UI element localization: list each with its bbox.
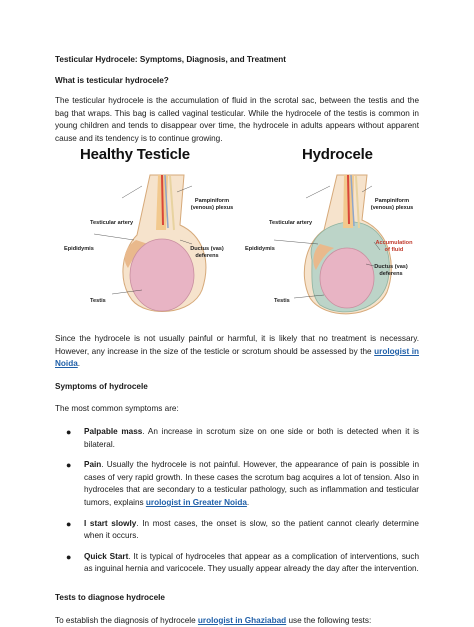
label-ductus-left: Ductus (vas) deferens <box>190 246 224 259</box>
treatment-text: Since the hydrocele is not usually painful or harmful, it is likely that no treatment is necessary. However, any increase in the size of the testicle or scrotum should be assessed by the <box>55 334 419 356</box>
symptoms-list <box>55 426 419 576</box>
tests-text: To establish the diagnosis of hydrocele <box>55 616 198 625</box>
bullet-icon: ● <box>66 518 71 531</box>
symptoms-intro: The most common symptoms are: <box>55 403 419 416</box>
heading-symptoms: Symptoms of hydrocele <box>55 381 419 394</box>
list-item <box>55 426 419 451</box>
label-epididymis-left: Epididymis <box>64 246 104 253</box>
symptom-text: . In most cases, the onset is slow, so the patient cannot clearly determine when it occurs. <box>84 519 419 541</box>
symptom-text: . Usually the hydrocele is not painful. However, the appearance of pain is possible in cases of very rapid growth. In these cases the scrotum bag acquires a lot of tension. Also in hydroceles that are secondary to a testicular pathology, such as inflammation and testicular tumors, explains <box>84 460 419 507</box>
hydrocele-illustration <box>62 140 422 320</box>
bullet-icon: ● <box>66 426 71 439</box>
label-ductus-right: Ductus (vas) deferens <box>374 264 408 277</box>
tests-end: use the following tests: <box>286 616 371 625</box>
label-testis-right: Testis <box>274 298 298 305</box>
link-urologist-ghaziabad[interactable]: urologist in Ghaziabad <box>198 616 286 625</box>
symptom-bold: Palpable mass <box>84 427 142 436</box>
treatment-end: . <box>78 359 80 368</box>
label-testicular-artery-right: Testicular artery <box>269 220 319 227</box>
figure-title-hydrocele: Hydrocele <box>302 146 373 163</box>
label-epididymis-right: Epididymis <box>245 246 285 253</box>
symptom-text: . An increase in scrotum size on one side or both is detected when it is bilateral. <box>84 427 419 449</box>
link-urologist-greater-noida[interactable]: urologist in Greater Noida <box>146 498 247 507</box>
document-title: Testicular Hydrocele: Symptoms, Diagnosis, and Treatment <box>55 54 419 67</box>
label-testis-left: Testis <box>90 298 114 305</box>
heading-what-is: What is testicular hydrocele? <box>55 75 419 88</box>
anatomy-drawing <box>62 140 422 320</box>
document-continuation <box>55 333 419 627</box>
list-item <box>55 459 419 509</box>
label-pampiniform-right: Pampiniform (venous) plexus <box>370 198 414 211</box>
label-testicular-artery-left: Testicular artery <box>90 220 140 227</box>
list-item <box>55 518 419 543</box>
link-urologist-noida[interactable]: urologist in Noida <box>55 347 419 369</box>
heading-tests: Tests to diagnose hydrocele <box>55 592 419 605</box>
intro-paragraph: The testicular hydrocele is the accumulation of fluid in the scrotal sac, between the testis and the bag that wraps. This bag is called vaginal testicular. While the hydrocele of the testis is common in young children and tends to disappear over time, the hydrocele in adults appears without apparent cause and its tendency is to continue growing. <box>55 95 419 145</box>
label-pampiniform-left: Pampiniform (venous) plexus <box>190 198 234 211</box>
symptom-bold: I start slowly <box>84 519 136 528</box>
healthy-testicle-drawing <box>94 175 206 311</box>
label-accumulation-of-fluid: Accumulation of fluid <box>374 240 414 253</box>
bullet-icon: ● <box>66 459 71 472</box>
symptom-bold: Quick Start <box>84 552 128 561</box>
symptom-tail: . <box>247 498 249 507</box>
treatment-paragraph <box>55 333 419 371</box>
symptom-bold: Pain <box>84 460 101 469</box>
figure-title-healthy: Healthy Testicle <box>80 146 190 163</box>
tests-paragraph <box>55 615 419 627</box>
bullet-icon: ● <box>66 551 71 564</box>
symptom-text: . It is typical of hydroceles that appear as a complication of interventions, such as inguinal hernia and varicocele. They usually appear already the day after the intervention. <box>84 552 419 574</box>
document-page <box>55 52 419 146</box>
list-item <box>55 551 419 576</box>
